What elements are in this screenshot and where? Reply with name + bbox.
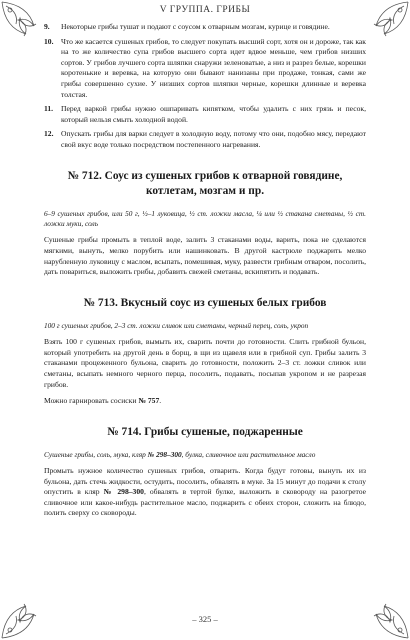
corner-ornament-icon bbox=[0, 580, 60, 640]
recipe-ingredients bbox=[44, 450, 366, 460]
instructions-part: , обвалять в тертой булке, выложить в сковороду на разогретое сливочное или какое-нибудь растительное масло, поджарить с обеих сторон, сложить на блюдо, полить сверху со сковороды. bbox=[44, 487, 366, 518]
recipe-title: № 714. Грибы сушеные, поджаренные bbox=[107, 425, 303, 438]
list-item bbox=[44, 129, 366, 150]
item-number: 9. bbox=[44, 22, 50, 31]
recipe-reference: № 757 bbox=[138, 396, 160, 406]
item-text: Опускать грибы для варки следует в холодную воду, потому что они, подобно мясу, передают свой вкус воде только посредством постепенного нагревания. bbox=[61, 129, 366, 149]
item-number: 10. bbox=[44, 36, 54, 46]
recipe-ingredients: 100 г сушеных грибов, 2–3 ст. ложки сливок или сметаны, черный перец, соль, укроп bbox=[44, 320, 309, 330]
ingredients-part: , булка, сливочное или растительное масло bbox=[181, 449, 316, 459]
item-number: 12. bbox=[44, 129, 54, 139]
note-text: Можно гарнировать сосиски bbox=[44, 396, 139, 406]
corner-ornament-icon bbox=[350, 580, 410, 640]
item-text: Некоторые грибы тушат и подают с соусом к отварным мозгам, курице и говядине. bbox=[61, 22, 330, 31]
recipe-instructions bbox=[44, 466, 366, 519]
recipe-title: № 713. Вкусный соус из сушеных белых грибов bbox=[83, 296, 327, 309]
recipe-instructions: Взять 100 г сушеных грибов, вымыть их, сварить почти до готовности. Слить грибной бульон, который употребить на другой день в борщ, в щи из щавеля или в грибной суп. Грибы залить 3 стаканами процеженного бульона, сварить до готовности, положить 2–3 ст. ложки сливок или сметаны, всыпать немного черного перца, посолить, подавать, посыпав укропом и не разрезая грибов. bbox=[44, 337, 366, 389]
page-number: – 325 – bbox=[192, 614, 218, 624]
item-text: Что же касается сушеных грибов, то следует покупать высший сорт, хотя он и дороже, так как на то же количество супа грибов высшего сорта идет вдвое меньше, чем грибов низших сортов. У грибов лучшего сорта шляпки снаружи зеленоватые, а низ и разрез белые, корешки коротенькие и веревка, на которую они бывают нанизаны при продаже, тонкая, сами же грибы совершенно сухие. У низших сортов шляпки черные, корешки длинные и веревка толстая. bbox=[61, 36, 366, 99]
ingredients-part: Сушеные грибы, соль, мука, кляр bbox=[44, 449, 148, 459]
recipe-instructions: Сушеные грибы промыть в теплой воде, залить 3 стаканами воды, варить, пока не сделаются мягкими, вынуть, мелко порубить или нашинковать. В другой кастрюле поджарить мелко нарубленную луковицу с маслом, всыпать, помешивая, муку, развести грибным отваром, посолить, дать повариться, выложить грибы, добавить свежей сметаны, вскипятить и подавать. bbox=[44, 235, 366, 277]
recipe-title: № 712. Соус из сушеных грибов к отварной говядине, котлетам, мозгам и пр. bbox=[67, 169, 343, 197]
note-tail: . bbox=[159, 396, 162, 406]
list-item bbox=[44, 104, 366, 125]
recipe-reference: № 298–300 bbox=[147, 449, 182, 459]
running-header: V ГРУППА. ГРИБЫ bbox=[159, 5, 251, 15]
item-number: 11. bbox=[44, 104, 54, 114]
list-item bbox=[44, 22, 366, 33]
recipe-note bbox=[44, 396, 366, 407]
list-item bbox=[44, 37, 366, 101]
item-text: Перед варкой грибы нужно ошпаривать кипятком, чтобы удалить с них грязь и песок, который нельзя смыть холодной водой. bbox=[61, 104, 366, 124]
recipe-ingredients: 6–9 сушеных грибов, или 50 г, ½–1 луковица, ½ ст. ложки масла, ¼ или ½ стакана сметаны, ½ ст. ложки муки, соль bbox=[44, 208, 366, 228]
instructions-part: Промыть нужное количество сушеных грибов, отварить. Когда будут готовы, вынуть их из бульона, дать стечь жидкости, остудить, посолить, обвалять в муке. За 15 минут до подачи к столу опустить в кляр bbox=[44, 466, 366, 497]
page-content bbox=[44, 22, 366, 525]
recipe-reference: № 298–300 bbox=[103, 487, 144, 497]
